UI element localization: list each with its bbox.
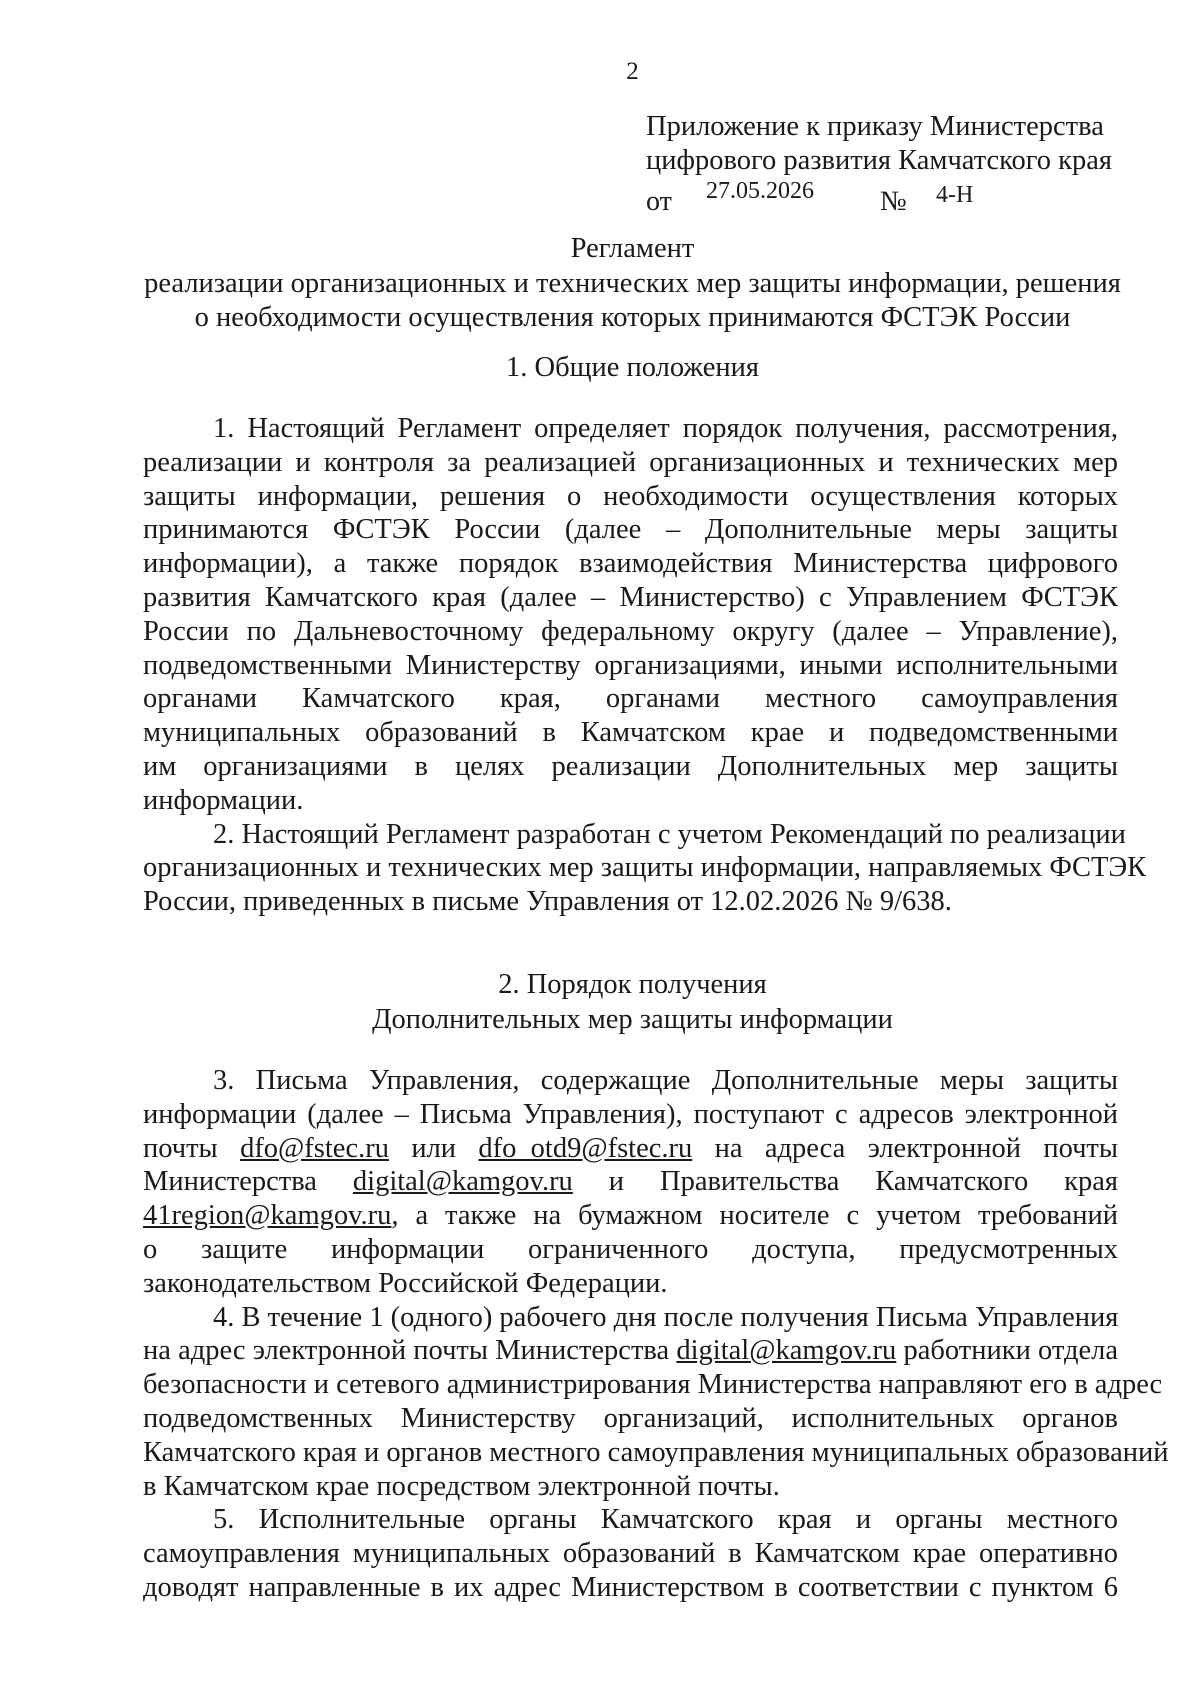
p1-line-2: реализации и контроля за реализацией организационных и технических мер	[143, 446, 1118, 478]
p3-line-4	[143, 1165, 1118, 1199]
section-1-heading	[140, 351, 1125, 386]
p3-line-3-b: или	[411, 1132, 457, 1164]
appendix-block	[646, 110, 1112, 178]
p1-line-10: муниципальных образований в Камчатском крае и подведомственными	[143, 717, 1118, 749]
p1-line-3: защиты информации, решения о необходимости осуществления которых	[143, 480, 1118, 512]
p3-line-4-b: и Правительства Камчатского края	[608, 1166, 1119, 1198]
p1-line-6: развития Камчатского края (далее – Министерство) с Управлением ФСТЭК	[143, 581, 1118, 613]
section-2-body	[143, 1064, 1169, 1605]
p5-line-1: 5. Исполнительные органы Камчатского края и органы местного	[213, 1504, 1118, 1536]
p4-line-2-b: работники отдела	[903, 1335, 1119, 1367]
p3-line-7: законодательством Российской Федерации.	[143, 1267, 668, 1299]
from-label: от	[646, 186, 672, 217]
p1-line-7: России по Дальневосточному федеральному округу (далее – Управление),	[143, 615, 1118, 647]
title-line-1: Регламент	[570, 233, 695, 264]
p3-line-3	[143, 1132, 1118, 1166]
p3-line-6: о защите информации ограниченного доступа, предусмотренных	[143, 1233, 1118, 1265]
p4-line-3: безопасности и сетевого администрирования Министерства направляют его в адрес	[143, 1369, 1163, 1401]
p1-line-8: подведомственными Министерству организациями, иными исполнительными	[143, 649, 1118, 681]
p4-line-2	[143, 1334, 1118, 1368]
appendix-line-2: цифрового развития Камчатского края	[646, 145, 1113, 176]
p3-line-3-a: почты	[143, 1132, 218, 1164]
p4-line-6: в Камчатском крае посредством электронной почты.	[143, 1470, 780, 1502]
email-link-dfo-otd9[interactable]: dfo_otd9@fstec.ru	[478, 1132, 693, 1164]
p4-line-1: 4. В течение 1 (одного) рабочего дня после получения Письма Управления	[213, 1301, 1119, 1333]
section-2-heading-line-2: Дополнительных мер защиты информации	[372, 1003, 893, 1035]
p3-line-3-c: на адреса электронной почты	[714, 1132, 1119, 1164]
number-sign: №	[880, 186, 907, 217]
email-link-digital-2[interactable]: digital@kamgov.ru	[676, 1335, 897, 1367]
p2-line-3: России, приведенных в письме Управления от 12.02.2026 № 9/638.	[143, 886, 952, 918]
p2-line-2: организационных и технических мер защиты информации, направляемых ФСТЭК	[143, 852, 1147, 884]
email-link-dfo[interactable]: dfo@fstec.ru	[240, 1132, 389, 1164]
p2-line-1: 2. Настоящий Регламент разработан с учетом Рекомендаций по реализации	[213, 818, 1126, 850]
document-title	[140, 232, 1125, 336]
p3-line-1: 3. Письма Управления, содержащие Дополнительные меры защиты	[213, 1065, 1118, 1096]
p4-line-4: подведомственных Министерству организаций, исполнительных органов	[143, 1402, 1118, 1434]
appendix-line-1: Приложение к приказу Министерства	[646, 111, 1104, 142]
title-line-2: реализации организационных и технических мер защиты информации, решения	[144, 267, 1121, 299]
p4-line-5: Камчатского края и органов местного самоуправления муниципальных образований	[143, 1436, 1169, 1468]
p4-line-2-a: на адрес электронной почты Министерства	[143, 1335, 670, 1367]
p5-line-3: доводят направленные в их адрес Министерством в соответствии с пунктом 6	[143, 1571, 1118, 1603]
title-line-3: о необходимости осуществления которых принимаются ФСТЭК России	[194, 302, 1071, 333]
section-2-heading	[140, 968, 1125, 1037]
p1-line-12: информации.	[143, 784, 304, 816]
p1-line-4: принимаются ФСТЭК России (далее – Дополнительные меры защиты	[143, 514, 1118, 546]
email-link-41region[interactable]: 41region@kamgov.ru	[143, 1200, 392, 1232]
p3-line-4-a: Министерства	[143, 1166, 317, 1198]
page-number: 2	[626, 58, 639, 85]
order-date: 27.05.2026	[706, 178, 814, 204]
section-2-heading-line-1: 2. Порядок получения	[498, 969, 767, 1000]
p5-line-2: самоуправления муниципальных образований в Камчатском крае оперативно	[143, 1538, 1118, 1570]
email-link-digital[interactable]: digital@kamgov.ru	[352, 1166, 573, 1198]
p3-line-2: информации (далее – Письма Управления), поступают с адресов электронной	[143, 1098, 1118, 1130]
order-number: 4-Н	[936, 182, 974, 208]
p1-line-9: органами Камчатского края, органами местного самоуправления	[143, 683, 1118, 715]
p1-line-5: информации), а также порядок взаимодействия Министерства цифрового	[143, 548, 1118, 580]
p1-line-1: 1. Настоящий Регламент определяет порядок получения, рассмотрения,	[213, 413, 1118, 444]
section-1-heading-text: 1. Общие положения	[505, 352, 760, 383]
section-1-body	[143, 412, 1147, 919]
p1-line-11: им организациями в целях реализации Дополнительных мер защиты	[143, 750, 1118, 782]
p3-line-5-b: , а также на бумажном носителе с учетом требований	[391, 1200, 1118, 1232]
p3-line-5	[143, 1199, 1118, 1233]
